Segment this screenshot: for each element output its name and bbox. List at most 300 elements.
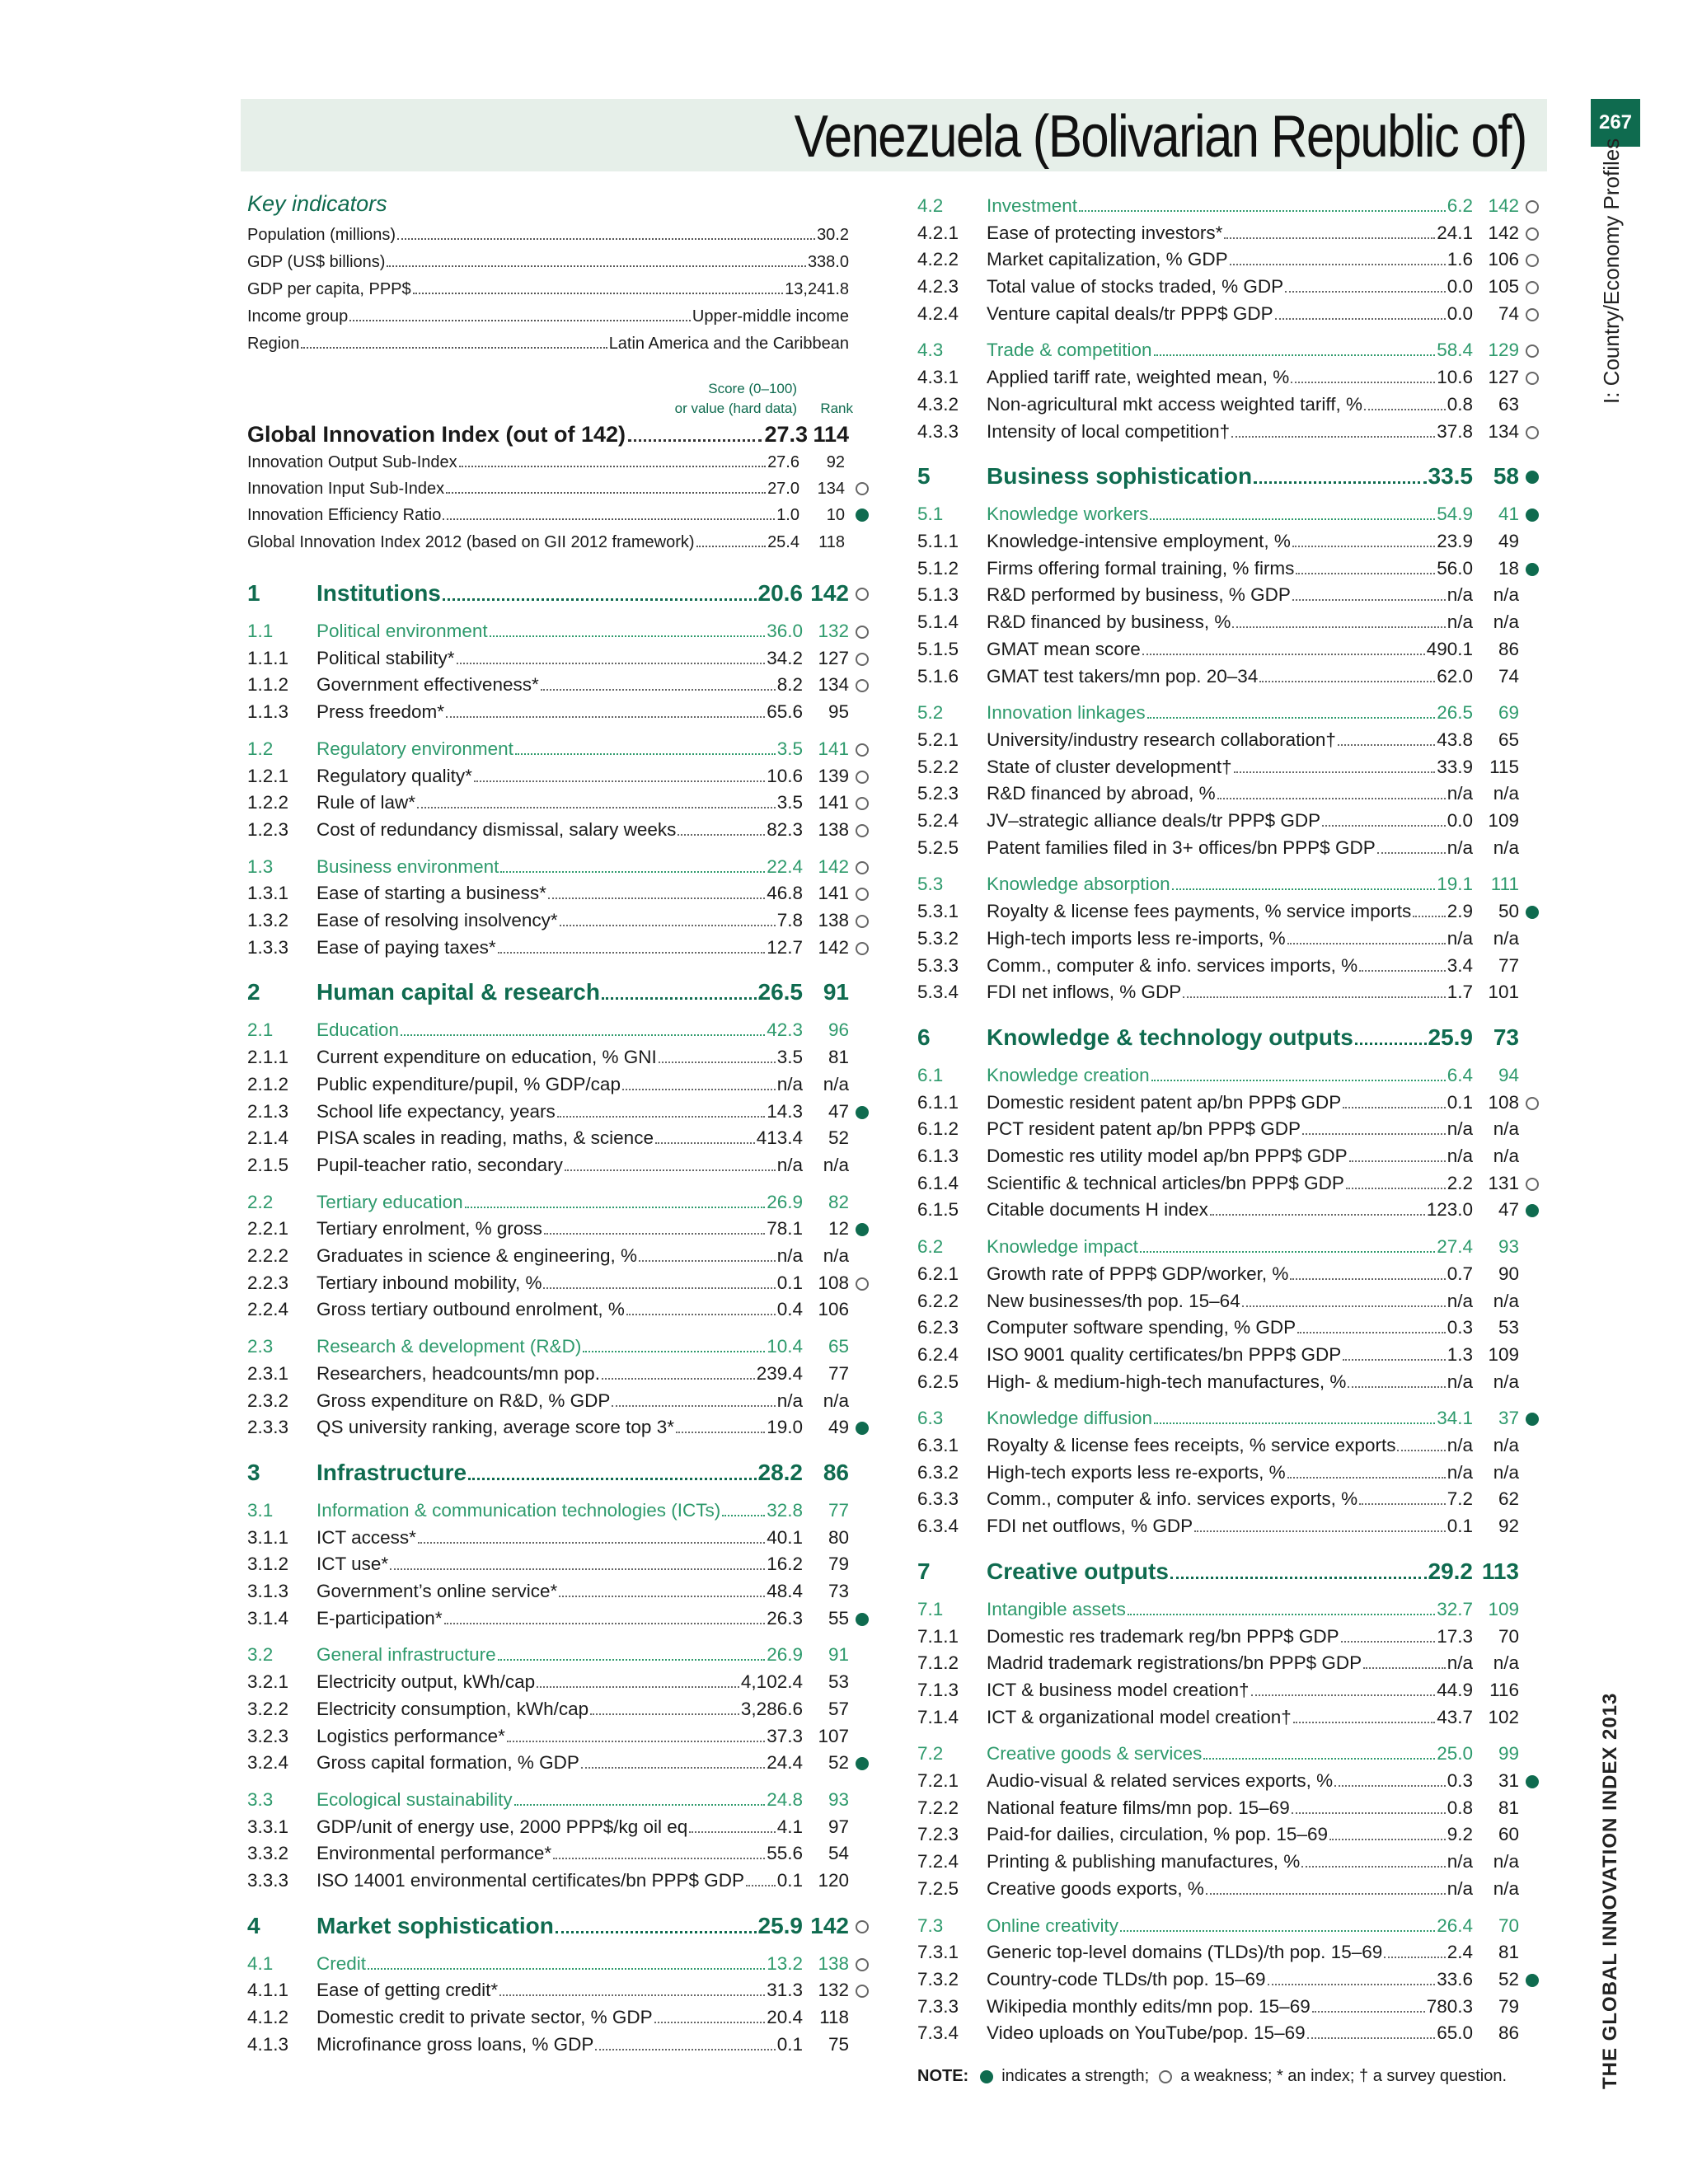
- subpillar-row: [247, 1642, 874, 1668]
- row-value: 32.7: [1437, 1599, 1473, 1619]
- row-value: 31.3: [767, 1980, 803, 2000]
- leader-dots: [1206, 1893, 1446, 1895]
- indicator-row: [917, 1966, 1544, 1993]
- strength-dot-icon: [856, 1422, 869, 1435]
- leader-dots: [1194, 1530, 1446, 1532]
- row-label: Domestic resident patent ap/bn PPP$ GDP: [987, 1092, 1342, 1113]
- row-code: 6.3.1: [917, 1435, 959, 1455]
- leader-dots: [1359, 970, 1446, 972]
- weakness-circle-icon: [856, 1920, 869, 1933]
- row-rank: 79: [828, 1554, 849, 1574]
- indicator-row: [247, 880, 874, 907]
- row-label: ISO 14001 environmental certificates/bn PPP$ GDP: [316, 1870, 745, 1891]
- row-code: 5.2.2: [917, 757, 959, 777]
- row-label-cell: [987, 1557, 1473, 1586]
- leader-dots: [1322, 825, 1446, 827]
- strength-dot-icon: [1526, 563, 1539, 576]
- row-label: Knowledge creation: [987, 1065, 1150, 1085]
- indicator-row: [917, 1432, 1544, 1459]
- row-label-cell: [987, 1677, 1473, 1704]
- indicator-row: [247, 1696, 874, 1722]
- subpillar-row: [247, 1189, 874, 1216]
- row-value: 780.3: [1426, 1996, 1473, 2017]
- row-label: Gross tertiary outbound enrolment, %: [316, 1299, 625, 1319]
- row-label: ICT & organizational model creation†: [987, 1707, 1292, 1727]
- subpillar-row: [917, 1405, 1544, 1432]
- row-label: Political stability*: [316, 648, 455, 668]
- leader-dots: [628, 439, 762, 442]
- row-label: Cost of redundancy dismissal, salary weeks: [316, 819, 677, 840]
- row-rank: n/a: [1493, 837, 1519, 858]
- row-rank: 92: [1498, 1516, 1519, 1536]
- row-label-cell: [987, 1315, 1473, 1341]
- indicator-row: [917, 979, 1544, 1005]
- subindex-score: 27.0: [767, 480, 799, 498]
- row-label-cell: [316, 1723, 803, 1750]
- row-label-cell: [987, 274, 1473, 300]
- indicator-row: [247, 1125, 874, 1151]
- row-code: 4.2.1: [917, 223, 959, 243]
- row-label-cell: [987, 1704, 1473, 1731]
- indicator-row: [917, 1460, 1544, 1486]
- row-rank: 53: [828, 1671, 849, 1692]
- weakness-circle-icon: [856, 588, 869, 601]
- row-label-cell: [987, 364, 1473, 391]
- row-label: Electricity consumption, kWh/cap: [316, 1699, 589, 1719]
- row-rank: n/a: [823, 1074, 849, 1094]
- row-rank: 141: [818, 738, 849, 759]
- row-rank: n/a: [1493, 1371, 1519, 1392]
- row-code: 7.3.3: [917, 1996, 959, 2017]
- row-code: 3.2.2: [247, 1699, 289, 1719]
- row-label: R&D financed by business, %: [987, 612, 1231, 632]
- row-label: Royalty & license fees payments, % service imports: [987, 901, 1412, 921]
- note-label: NOTE:: [917, 2067, 969, 2085]
- row-label: Creative goods & services: [987, 1743, 1203, 1764]
- row-rank: 139: [818, 766, 849, 786]
- row-rank: 74: [1498, 666, 1519, 687]
- row-value: 22.4: [767, 856, 803, 877]
- row-code: 1.3.1: [247, 883, 289, 903]
- row-value: 55.6: [767, 1843, 803, 1863]
- row-label-cell: [987, 700, 1473, 726]
- row-value: 26.5: [757, 979, 803, 1005]
- indicator-row: [917, 364, 1544, 391]
- row-code: 7.2.2: [917, 1797, 959, 1818]
- row-value: 36.0: [767, 621, 803, 641]
- row-label-cell: [987, 1342, 1473, 1368]
- leader-dots: [443, 518, 775, 520]
- leader-dots: [413, 293, 784, 294]
- row-code: 2.1.4: [247, 1127, 289, 1148]
- row-label-cell: [987, 1369, 1473, 1395]
- row-label-cell: [316, 977, 803, 1007]
- row-value: 0.4: [776, 1299, 803, 1319]
- row-value: 25.9: [757, 1913, 803, 1938]
- row-label-cell: [316, 1388, 803, 1414]
- subindex-rank-cell: [799, 503, 845, 527]
- row-value: n/a: [776, 1245, 803, 1266]
- row-label-cell: [316, 1017, 803, 1043]
- row-code: 5.3.2: [917, 928, 959, 949]
- row-value: 34.2: [767, 648, 803, 668]
- row-label: Creative goods exports, %: [987, 1878, 1204, 1899]
- row-value: 56.0: [1437, 558, 1473, 579]
- row-value: 0.0: [1447, 810, 1473, 831]
- row-rank: 142: [818, 856, 849, 877]
- row-label: FDI net inflows, % GDP: [987, 982, 1182, 1002]
- indicator-row: [917, 1170, 1544, 1197]
- row-rank: 80: [828, 1527, 849, 1548]
- row-value: 239.4: [756, 1363, 803, 1384]
- row-value: 48.4: [767, 1581, 803, 1601]
- leader-dots: [565, 1169, 776, 1171]
- row-rank: 47: [828, 1101, 849, 1122]
- indicator-row: [917, 1090, 1544, 1116]
- leader-dots: [626, 1314, 776, 1315]
- row-rank: 129: [1488, 340, 1519, 360]
- row-value: n/a: [776, 1155, 803, 1175]
- row-label: R&D financed by abroad, %: [987, 783, 1216, 804]
- indicator-row: [917, 609, 1544, 635]
- row-label: Computer software spending, % GDP: [987, 1317, 1296, 1338]
- leader-dots: [443, 598, 757, 601]
- row-value: n/a: [1447, 1462, 1473, 1483]
- row-label: Ease of paying taxes*: [316, 937, 496, 958]
- row-value: 0.1: [776, 1870, 803, 1891]
- row-label: Pupil-teacher ratio, secondary: [316, 1155, 563, 1175]
- row-value: 0.8: [1447, 1797, 1473, 1818]
- row-label-cell: [316, 699, 803, 725]
- row-rank: 81: [828, 1047, 849, 1067]
- row-label-cell: [316, 1642, 803, 1668]
- row-label: Total value of stocks traded, % GDP: [987, 276, 1284, 297]
- row-label-cell: [987, 1994, 1473, 2020]
- row-rank: 91: [828, 1644, 849, 1665]
- row-label: Comm., computer & info. services exports, %: [987, 1488, 1358, 1509]
- leader-dots: [301, 347, 607, 349]
- page-title: Venezuela (Bolivarian Republic of): [794, 104, 1526, 170]
- gii-score: 27.3: [764, 422, 808, 447]
- row-rank: 142: [810, 580, 849, 606]
- row-label-cell: [316, 907, 803, 934]
- row-rank: 142: [1488, 223, 1519, 243]
- leader-dots: [1338, 744, 1435, 746]
- row-value: n/a: [776, 1074, 803, 1094]
- row-code: 7.2.4: [917, 1851, 959, 1872]
- row-value: 37.8: [1437, 421, 1473, 442]
- key-indicator-row: [247, 306, 849, 327]
- row-code: 5.3.3: [917, 955, 959, 976]
- row-value: 23.9: [1437, 531, 1473, 551]
- row-rank: 77: [1498, 955, 1519, 976]
- subpillar-row: [917, 193, 1544, 219]
- subpillar-row: [247, 1951, 874, 1977]
- leader-dots: [1349, 1160, 1446, 1162]
- row-code: 4.3: [917, 340, 944, 360]
- row-code: 3.3: [247, 1789, 274, 1810]
- weakness-circle-icon: [856, 861, 869, 874]
- row-label-cell: [987, 754, 1473, 780]
- strength-dot-icon: [856, 509, 869, 522]
- key-indicator-row: [247, 333, 849, 354]
- row-label-cell: [316, 790, 803, 816]
- subpillar-row: [247, 1787, 874, 1813]
- row-label: ICT access*: [316, 1527, 416, 1548]
- row-rank: 69: [1498, 702, 1519, 723]
- row-value: 3.4: [1447, 955, 1473, 976]
- leader-dots: [1154, 1422, 1435, 1424]
- leader-dots: [1147, 717, 1436, 719]
- row-label: Country-code TLDs/th pop. 15–69: [987, 1969, 1266, 1990]
- leader-dots: [1275, 318, 1446, 320]
- row-rank: 62: [1498, 1488, 1519, 1509]
- row-code: 6: [917, 1024, 931, 1050]
- leader-dots: [1268, 1984, 1436, 1985]
- row-value: 0.3: [1447, 1317, 1473, 1338]
- row-code: 3.2.4: [247, 1752, 289, 1773]
- row-label: Paid-for dailies, circulation, % pop. 15–69: [987, 1824, 1328, 1844]
- row-label-cell: [316, 1044, 803, 1071]
- row-label: Credit: [316, 1953, 367, 1974]
- gii-rank-cell: [808, 420, 849, 448]
- row-value: 25.9: [1428, 1024, 1473, 1050]
- row-rank: 49: [1498, 531, 1519, 551]
- row-label-cell: [987, 337, 1473, 363]
- row-label: Ease of starting a business*: [316, 883, 546, 903]
- row-code: 3.1.1: [247, 1527, 289, 1548]
- row-label-cell: [316, 1152, 803, 1179]
- row-rank: 99: [1498, 1743, 1519, 1764]
- row-rank: 31: [1498, 1770, 1519, 1791]
- row-label-cell: [316, 1840, 803, 1867]
- row-code: 4.3.3: [917, 421, 959, 442]
- row-code: 2.1.3: [247, 1101, 289, 1122]
- row-rank: 111: [1490, 874, 1519, 894]
- indicator-row: [247, 1551, 874, 1577]
- leader-dots: [1210, 1214, 1425, 1216]
- leader-dots: [746, 1885, 776, 1886]
- subindex-rank: 134: [817, 480, 845, 498]
- indicator-row: [247, 790, 874, 816]
- row-label-cell: [987, 1090, 1473, 1116]
- row-value: 1.6: [1447, 249, 1473, 269]
- row-value: 65.6: [767, 701, 803, 722]
- row-code: 6.3: [917, 1408, 944, 1428]
- row-code: 3.2: [247, 1644, 274, 1665]
- row-code: 3.1.2: [247, 1554, 289, 1574]
- row-code: 5.3: [917, 874, 944, 894]
- leader-dots: [1307, 2037, 1436, 2039]
- subpillar-row: [917, 1234, 1544, 1260]
- row-label-cell: [987, 663, 1473, 690]
- key-indicator-label: Population (millions): [247, 226, 396, 244]
- row-value: 7.8: [776, 910, 803, 930]
- strength-dot-icon: [980, 2070, 993, 2083]
- leader-dots: [387, 265, 805, 267]
- row-label: Madrid trademark registrations/bn PPP$ GDP: [987, 1652, 1362, 1673]
- row-label-cell: [987, 1261, 1473, 1287]
- row-label: Tertiary inbound mobility, %: [316, 1272, 542, 1293]
- row-rank: 77: [828, 1500, 849, 1521]
- indicator-row: [917, 727, 1544, 753]
- leader-dots: [1329, 1839, 1446, 1840]
- row-label-cell: [316, 1787, 803, 1813]
- row-code: 6.1.2: [917, 1118, 959, 1139]
- leader-dots: [418, 1542, 765, 1544]
- subpillar-row: [247, 1333, 874, 1360]
- weakness-circle-icon: [856, 942, 869, 955]
- row-value: 123.0: [1426, 1199, 1473, 1220]
- row-label-cell: [316, 1361, 803, 1387]
- indicator-row: [917, 246, 1544, 273]
- row-label: Knowledge diffusion: [987, 1408, 1152, 1428]
- row-label-cell: [987, 1513, 1473, 1540]
- leader-dots: [349, 320, 691, 321]
- row-rank: 118: [819, 2007, 849, 2027]
- strength-dot-icon: [1526, 1775, 1539, 1788]
- row-label-cell: [316, 2004, 803, 2031]
- indicator-row: [917, 1315, 1544, 1341]
- row-label: Market sophistication: [316, 1913, 554, 1938]
- pillar-row: [247, 977, 874, 1007]
- row-code: 4.1: [247, 1953, 274, 1974]
- subpillar-row: [917, 871, 1544, 898]
- row-label-cell: [987, 419, 1473, 445]
- row-label-cell: [987, 501, 1473, 527]
- row-label-cell: [316, 1270, 803, 1296]
- row-label-cell: [987, 636, 1473, 663]
- row-value: 24.4: [767, 1752, 803, 1773]
- leader-dots: [1343, 1359, 1446, 1361]
- row-label-cell: [987, 1876, 1473, 1902]
- row-value: 44.9: [1437, 1680, 1473, 1700]
- leader-dots: [1397, 1450, 1445, 1451]
- row-label: State of cluster development†: [987, 757, 1232, 777]
- row-code: 2.1.5: [247, 1155, 289, 1175]
- leader-dots: [1259, 681, 1435, 682]
- row-label-cell: [316, 1414, 803, 1441]
- subpillar-row: [917, 501, 1544, 527]
- row-label: Domestic res trademark reg/bn PPP$ GDP: [987, 1626, 1339, 1647]
- row-rank: 86: [1498, 639, 1519, 659]
- weakness-circle-icon: [856, 797, 869, 810]
- row-rank: 113: [1481, 1558, 1519, 1584]
- key-indicator-value: Upper-middle income: [692, 307, 849, 326]
- row-value: 4,102.4: [740, 1671, 803, 1692]
- strength-dot-icon: [1526, 509, 1539, 522]
- page-number: 267: [1591, 99, 1640, 147]
- gii-row: [247, 420, 808, 448]
- key-indicator-value: 338.0: [807, 253, 849, 271]
- leader-dots: [390, 1568, 765, 1570]
- row-rank: 91: [823, 979, 849, 1005]
- row-value: 54.9: [1437, 504, 1473, 524]
- row-label: Rule of law*: [316, 792, 416, 813]
- leader-dots: [1183, 996, 1445, 998]
- row-code: 5.1.1: [917, 531, 959, 551]
- weakness-circle-icon: [856, 653, 869, 666]
- row-code: 3.1.4: [247, 1608, 289, 1629]
- subindex-rank-cell: [799, 530, 845, 555]
- row-code: 4.2.2: [917, 249, 959, 269]
- row-label: E-participation*: [316, 1608, 443, 1629]
- row-label-cell: [987, 1143, 1473, 1169]
- row-rank: 52: [1498, 1969, 1519, 1990]
- indicator-row: [917, 1849, 1544, 1875]
- row-code: 2.2.3: [247, 1272, 289, 1293]
- indicator-row: [917, 419, 1544, 445]
- row-label: Institutions: [316, 580, 441, 606]
- pillar-row: [917, 1023, 1544, 1052]
- row-label-cell: [987, 1624, 1473, 1650]
- row-rank: 57: [828, 1699, 849, 1719]
- row-rank: 108: [1488, 1092, 1519, 1113]
- row-code: 5.2.4: [917, 810, 959, 831]
- row-label: Ease of protecting investors*: [987, 223, 1223, 243]
- row-rank: 73: [828, 1581, 849, 1601]
- indicator-row: [917, 1939, 1544, 1966]
- weakness-circle-icon: [1526, 1097, 1539, 1110]
- row-rank: 107: [818, 1726, 849, 1746]
- row-label-cell: [316, 1071, 803, 1098]
- weakness-circle-icon: [1526, 344, 1539, 358]
- leader-dots: [507, 1741, 765, 1742]
- leader-dots: [1334, 1785, 1446, 1787]
- leader-dots: [541, 689, 776, 691]
- row-code: 5.1.2: [917, 558, 959, 579]
- indicator-row: [247, 1152, 874, 1179]
- row-label: Graduates in science & engineering, %: [316, 1245, 637, 1266]
- row-value: 46.8: [767, 883, 803, 903]
- row-code: 7.3.1: [917, 1942, 959, 1962]
- indicator-row: [247, 1071, 874, 1098]
- row-rank: 109: [1488, 810, 1519, 831]
- row-rank: 141: [818, 792, 849, 813]
- row-value: 6.4: [1447, 1065, 1473, 1085]
- row-code: 5.1.5: [917, 639, 959, 659]
- weakness-circle-icon: [856, 743, 869, 757]
- row-label-cell: [987, 1795, 1473, 1821]
- row-label-cell: [987, 808, 1473, 834]
- row-code: 4.1.3: [247, 2034, 289, 2055]
- leader-dots: [689, 1831, 775, 1833]
- row-label: Human capital & research: [316, 979, 600, 1005]
- row-label: Microfinance gross loans, % GDP: [316, 2034, 594, 2055]
- row-rank: n/a: [823, 1245, 849, 1266]
- indicator-row: [917, 220, 1544, 246]
- leader-dots: [1413, 916, 1446, 917]
- indicator-row: [917, 1143, 1544, 1169]
- row-rank: 55: [828, 1608, 849, 1629]
- subpillar-row: [247, 618, 874, 644]
- row-code: 4.2.3: [917, 276, 959, 297]
- leader-dots: [1242, 1305, 1446, 1307]
- leader-dots: [474, 780, 765, 782]
- leader-dots: [602, 1378, 755, 1380]
- key-indicator-value: 30.2: [817, 226, 849, 244]
- leader-dots: [639, 1260, 776, 1262]
- note-weakness-text: a weakness; * an index; † a survey question.: [1180, 2067, 1507, 2085]
- leader-dots: [553, 1858, 765, 1859]
- row-label: Market capitalization, % GDP: [987, 249, 1228, 269]
- weakness-circle-icon: [856, 888, 869, 901]
- row-rank: 141: [818, 883, 849, 903]
- key-indicator-value: Latin America and the Caribbean: [608, 335, 849, 353]
- row-code: 1.1: [247, 621, 274, 641]
- leader-dots: [581, 1767, 765, 1769]
- leader-dots: [500, 871, 765, 873]
